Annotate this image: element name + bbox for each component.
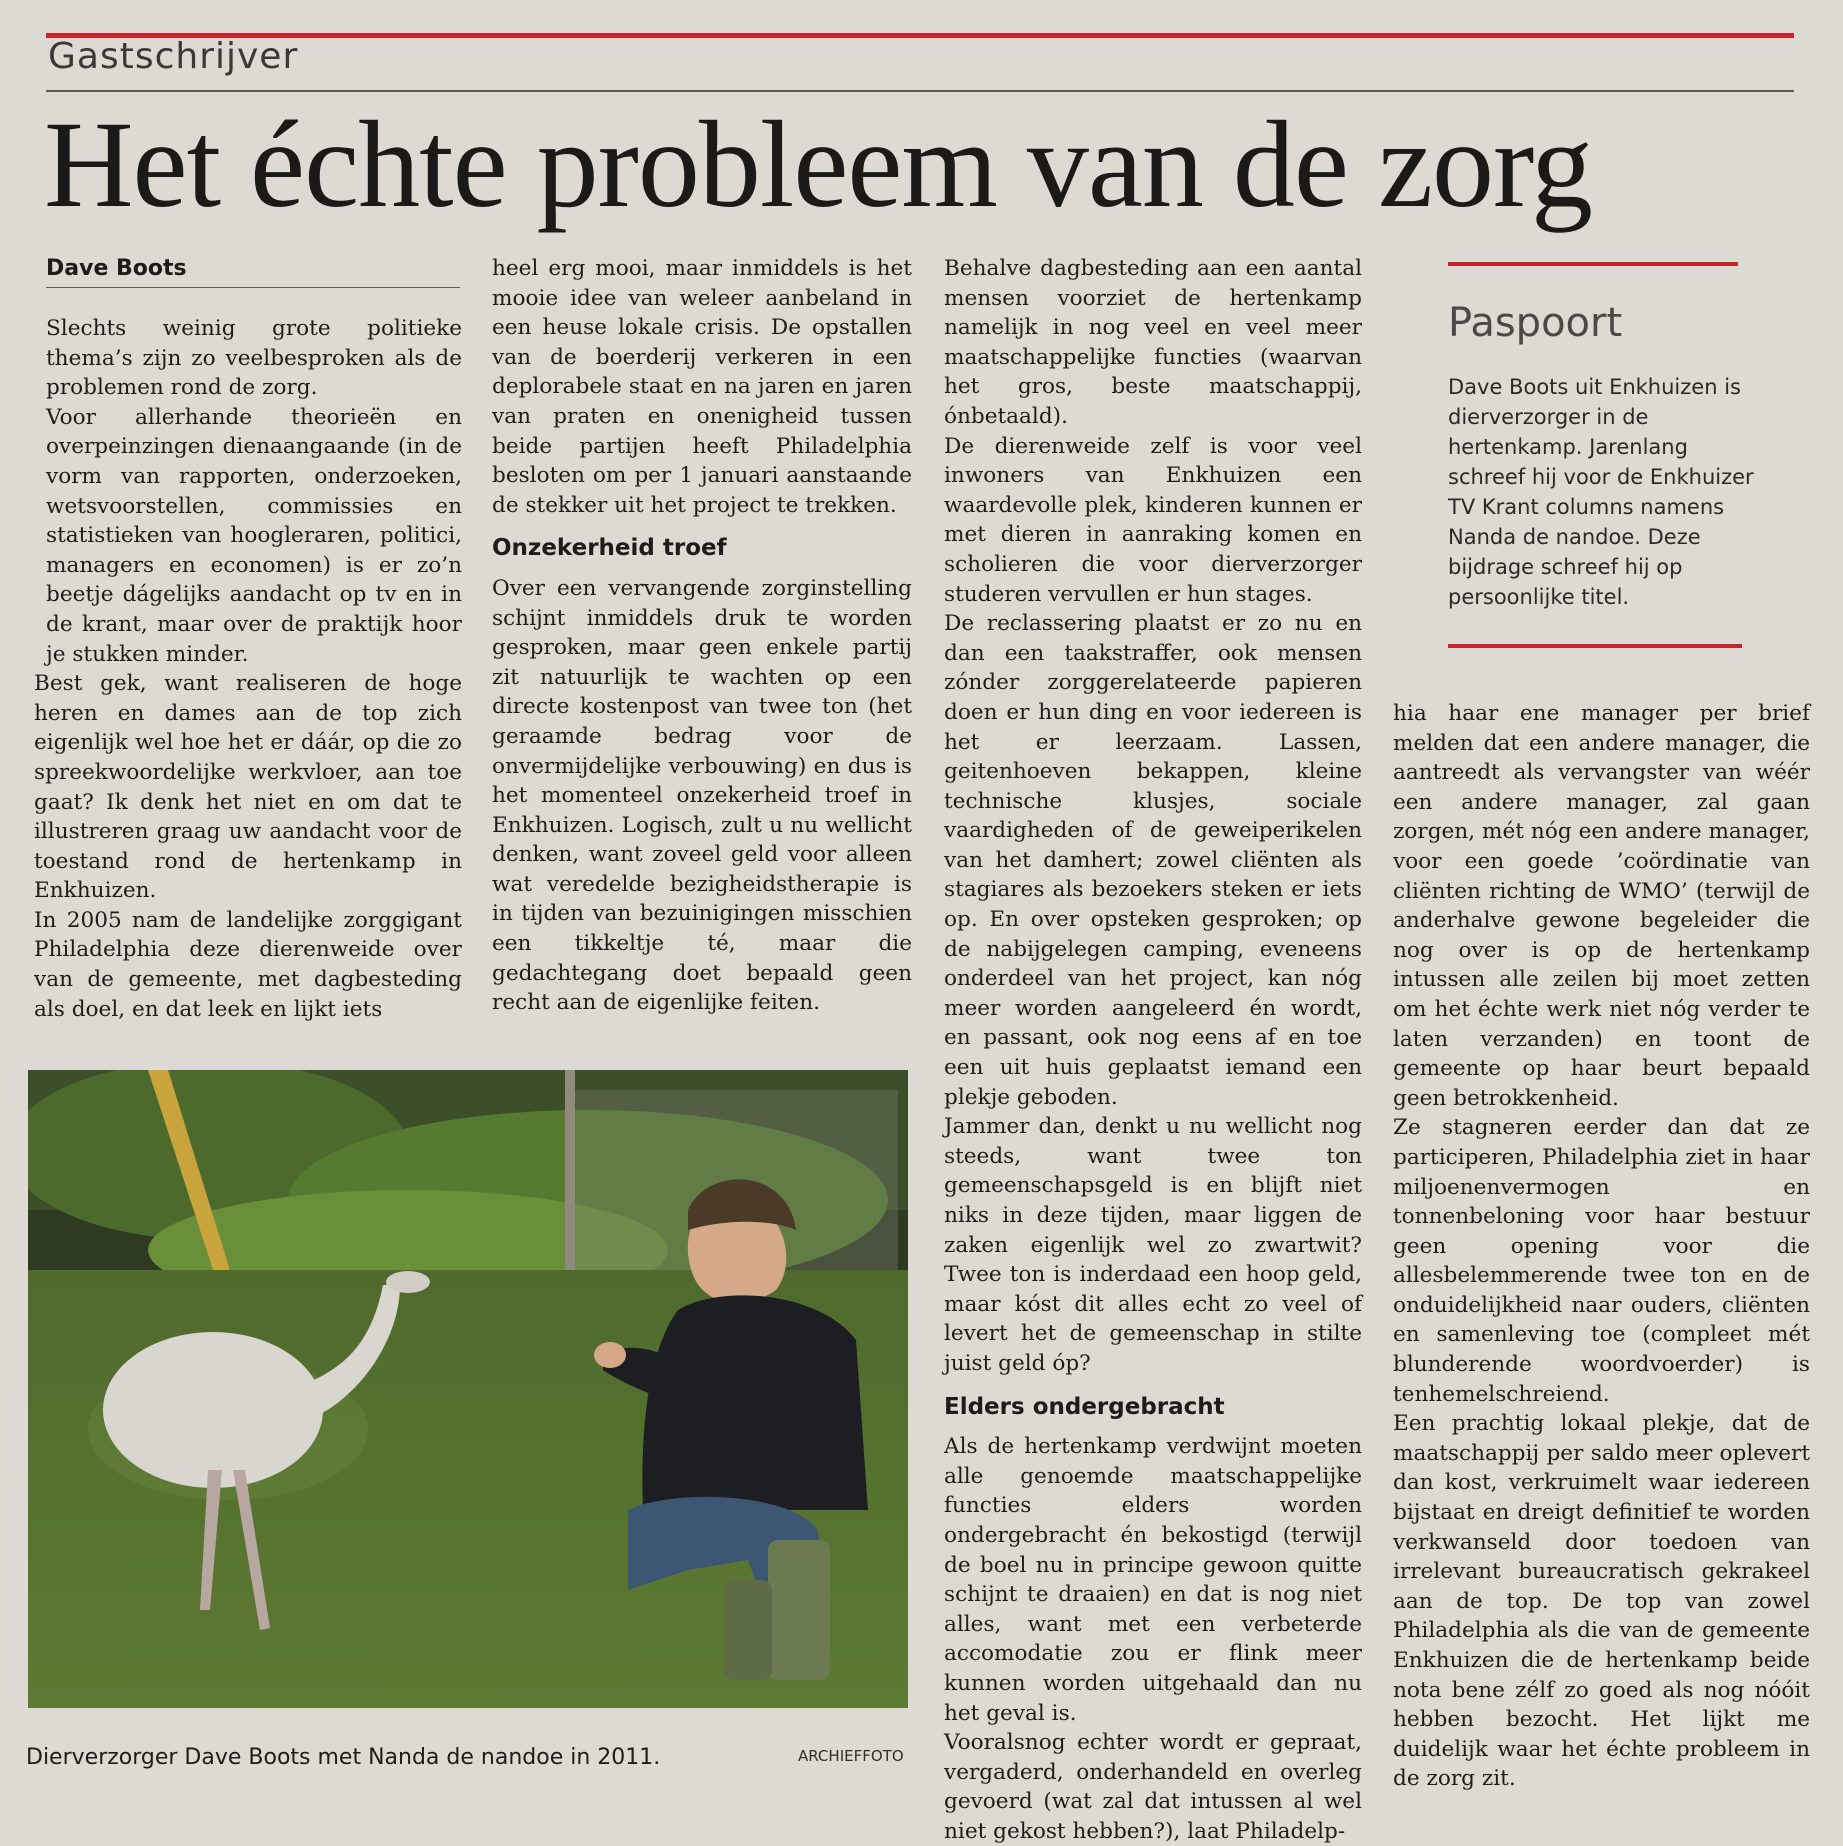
paragraph: Ze stagneren eerder dan dat ze participeren, Philadelphia ziet in haar miljoenenvermogen en tonnenbeloning voor haar bestuur geen opening voor die allesbelemmerende twee ton en de onduidelijkheid naar ouders, cliënten en samenleving toe (compleet mét blunderende woordvoerder) is tenhemelschreiend.: [1393, 1115, 1810, 1407]
paragraph: hia haar ene manager per brief melden dat een andere manager, die aantreedt als vervangster van wéér een andere manager, zal gaan zorgen, mét nóg een andere manager, voor een goede ’coördinatie van cliënten richting de WMO’ (terwijl de anderhalve gewone begeleider die nog over is op de hertenkamp intussen alle zeilen bij moet zetten om het échte werk niet nóg verder te laten verzanden) en toont de gemeente op haar beurt bepaald geen betrokkenheid.: [1393, 701, 1810, 1111]
photo-credit: ARCHIEFFOTO: [798, 1747, 904, 1765]
paragraph: De reclassering plaatst er zo nu en dan een taakstraffer, ook mensen zónder zorggerelateerde papieren doen er hun ding en voor iedereen is het er leerzaam. Lassen, geitenhoeven bekappen, kleine technische klusjes, sociale vaardigheden of de geweiperikelen van het damhert; zowel cliënten als stagiares als bezoekers steken er iets op. En over opsteken gesproken; op de nabijgelegen camping, eveneens onderdeel van het project, kan nóg meer worden aangeleerd én wordt, en passant, ook nog eens af en toe een uit huis geplaatst iemand een plekje geboden.: [944, 611, 1362, 1110]
photo-illustration: [28, 1070, 908, 1708]
byline: Dave Boots: [46, 256, 187, 281]
paragraph: Best gek, want realiseren de hoge heren en dames aan de top zich eigenlijk wel hoe het er dáár, op die zo spreekwoordelijke werkvloer, aan toe gaat? Ik denk het niet en om dat te illustreren graag uw aandacht voor de toestand rond de hertenkamp in Enkhuizen.: [34, 671, 462, 904]
paragraph: In 2005 nam de landelijke zorggigant Philadelphia deze dierenweide over van de gemeente, met dagbesteding als doel, en dat leek en lijkt iets: [34, 907, 462, 1022]
paragraph: Een prachtig lokaal plekje, dat de maatschappij per saldo meer oplevert dan kost, verkruimelt waar iedereen bijstaat en dreigt definitief te worden verkwanseld door toedoen van irrelevant bureaucratisch gekrakeel aan de top. De top van zowel Philadelphia als die van de gemeente Enkhuizen die de hertenkamp beide nota bene zélf zo goed als nog nóóit hebben bezocht. Het lijkt me duidelijk waar het échte probleem in de zorg zit.: [1393, 1411, 1810, 1792]
column-4: [1393, 699, 1810, 1794]
paragraph: Over een vervangende zorginstelling schijnt inmiddels druk te worden gesproken, maar geen enkele partij zit natuurlijk te wachten op een directe kostenpost van twee ton (het geraamde bedrag voor de onvermijdelijke verbouwing) en dus is het momenteel onzekerheid troef in Enkhuizen. Logisch, zult u nu wellicht denken, want zoveel geld voor alleen wat veredelde bezigheidstherapie is in tijden van bezuinigingen misschien een tikkeltje té, maar die gedachtegang doet bepaald geen recht aan de eigenlijke feiten.: [492, 575, 912, 1016]
column-3: [944, 254, 1362, 1846]
paragraph: Behalve dagbesteding aan een aantal mensen voorziet de hertenkamp namelijk in nog veel en veel meer maatschappelijke functies (waarvan het gros, beste maatschappij, ónbetaald).: [944, 256, 1362, 429]
byline-rule: [46, 287, 460, 288]
article-photo: [28, 1070, 908, 1708]
paragraph: Slechts weinig grote politieke thema’s zijn zo veelbesproken als de problemen rond de zorg.: [46, 316, 462, 401]
paspoort-title: Paspoort: [1448, 300, 1623, 346]
photo-caption: Dierverzorger Dave Boots met Nanda de nandoe in 2011.: [26, 1745, 661, 1770]
paragraph: Voor allerhande theorieën en overpeinzingen dienaangaande (in de vorm van rapporten, onderzoeken, wetsvoorstellen, commissies en statistieken van hoogleraren, politici, managers en economen) is er zo’n beetje dágelijks aandacht op tv en in de krant, maar over de praktijk hoor je stukken minder.: [46, 404, 462, 667]
section-label: Gastschrijver: [48, 36, 299, 77]
paspoort-text: Dave Boots uit Enkhuizen is dierverzorger in de hertenkamp. Jarenlang schreef hij voor de Enkhuizer TV Krant columns namens Nanda de nandoe. Deze bijdrage schreef hij op persoonlijke titel.: [1448, 375, 1754, 609]
kicker-rule: [46, 90, 1794, 92]
paragraph: Als de hertenkamp verdwijnt moeten alle genoemde maatschappelijke functies elders worden ondergebracht én bekostigd (terwijl de boel nu in principe gewoon quitte schijnt te draaien) en dat is nog niet alles, want met een verbeterde accomodatie zou er flink meer kunnen worden uitgehaald dan nu het geval is.: [944, 1434, 1362, 1726]
headline: Het échte probleem van de zorg: [44, 96, 1593, 233]
column-1: [34, 314, 462, 1024]
subheading: Elders ondergebracht: [944, 1393, 1225, 1420]
top-red-rule: [46, 33, 1794, 38]
paragraph: De dierenweide zelf is voor veel inwoners van Enkhuizen een waardevolle plek, kinderen kunnen er met dieren in aanraking komen en scholieren die voor dierverzorger studeren vervullen er hun stages.: [944, 433, 1362, 607]
paspoort-top-rule: [1448, 262, 1738, 266]
column-2: [492, 254, 912, 1018]
paragraph: heel erg mooi, maar inmiddels is het mooie idee van weleer aanbeland in een heuse lokale crisis. De opstallen van de boerderij verkeren in een deplorabele staat en na jaren en jaren van praten en onenigheid tussen beide partijen heeft Philadelphia besloten om per 1 januari aanstaande de stekker uit het project te trekken.: [492, 256, 912, 518]
paragraph: Jammer dan, denkt u nu wellicht nog steeds, want twee ton gemeenschapsgeld is en blijft niet niks in deze tijden, maar liggen de zaken eigenlijk wel zo zwartwit? Twee ton is inderdaad een hoop geld, maar kóst dit alles echt zo veel of levert het de gemeenschap in stilte juist geld óp?: [944, 1114, 1362, 1376]
paragraph: Vooralsnog echter wordt er gepraat, vergaderd, onderhandeld en overleg gevoerd (wat zal dat intussen al wel niet gekost hebben?), laat Philadelp-: [944, 1730, 1362, 1844]
paspoort-bottom-rule: [1448, 644, 1742, 648]
subheading: Onzekerheid troef: [492, 535, 727, 562]
